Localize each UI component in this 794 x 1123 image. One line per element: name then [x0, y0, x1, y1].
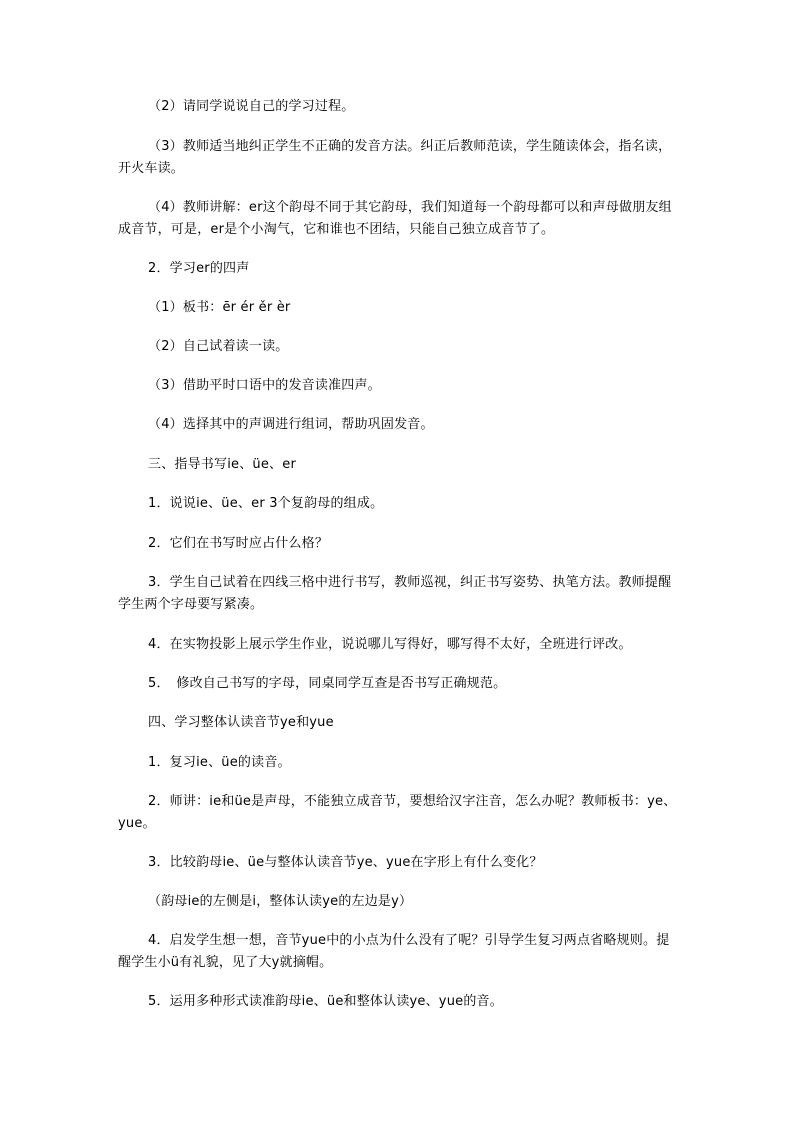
paragraph-2: （3）教师适当地纠正学生不正确的发音方法。纠正后教师范读，学生随读体会，指名读，开火车读。: [118, 139, 672, 176]
paragraph-17: 2．师讲：ie和üe是声母，不能独立成音节，要想给汉字注音，怎么办呢？教师板书：ye、yue。: [118, 794, 677, 831]
paragraph-18: 3．比较韵母ie、üe与整体认读音节ye、yue在字形上有什么变化？: [148, 855, 543, 870]
paragraph-1: （2）请同学说说自己的学习过程。: [148, 99, 355, 114]
paragraph-13: 4．在实物投影上展示学生作业，说说哪儿写得好，哪写得不太好，全班进行评改。: [148, 637, 632, 652]
paragraph-6: （2）自己试着读一读。: [148, 339, 289, 354]
paragraph-14: 5． 修改自己书写的字母，同桌同学互查是否书写正确规范。: [148, 676, 507, 691]
paragraph-7: （3）借助平时口语中的发音读准四声。: [148, 378, 381, 393]
paragraph-19: （韵母ie的左侧是i，整体认读ye的左边是y）: [148, 894, 413, 909]
section-heading-3: 三、指导书写ie、üe、er: [148, 457, 296, 472]
paragraph-11: 2．它们在书写时应占什么格？: [148, 536, 329, 551]
paragraph-20: 4．启发学生想一想，音节yue中的小点为什么没有了呢？引导学生复习两点省略规则。提醒学生小ü有礼貌，见了大y就摘帽。: [118, 933, 670, 970]
paragraph-12: 3．学生自己试着在四线三格中进行书写，教师巡视，纠正书写姿势、执笔方法。教师提醒学生两个字母要写紧凑。: [118, 575, 672, 612]
paragraph-10: 1．说说ie、üe、er 3个复韵母的组成。: [148, 496, 384, 511]
paragraph-8: （4）选择其中的声调进行组词，帮助巩固发音。: [148, 417, 434, 432]
paragraph-21: 5．运用多种形式读准韵母ie、üe和整体认读ye、yue的音。: [148, 994, 503, 1009]
paragraph-3: （4）教师讲解：er这个韵母不同于其它韵母，我们知道每一个韵母都可以和声母做朋友组成音节，可是，er是个小淘气，它和谁也不团结，只能自己独立成音节了。: [118, 200, 672, 237]
paragraph-5: （1）板书：ēr ér ěr èr: [148, 300, 291, 315]
paragraph-4: 2．学习er的四声: [148, 261, 250, 276]
section-heading-4: 四、学习整体认读音节ye和yue: [148, 715, 334, 730]
paragraph-16: 1．复习ie、üe的读音。: [148, 755, 291, 770]
